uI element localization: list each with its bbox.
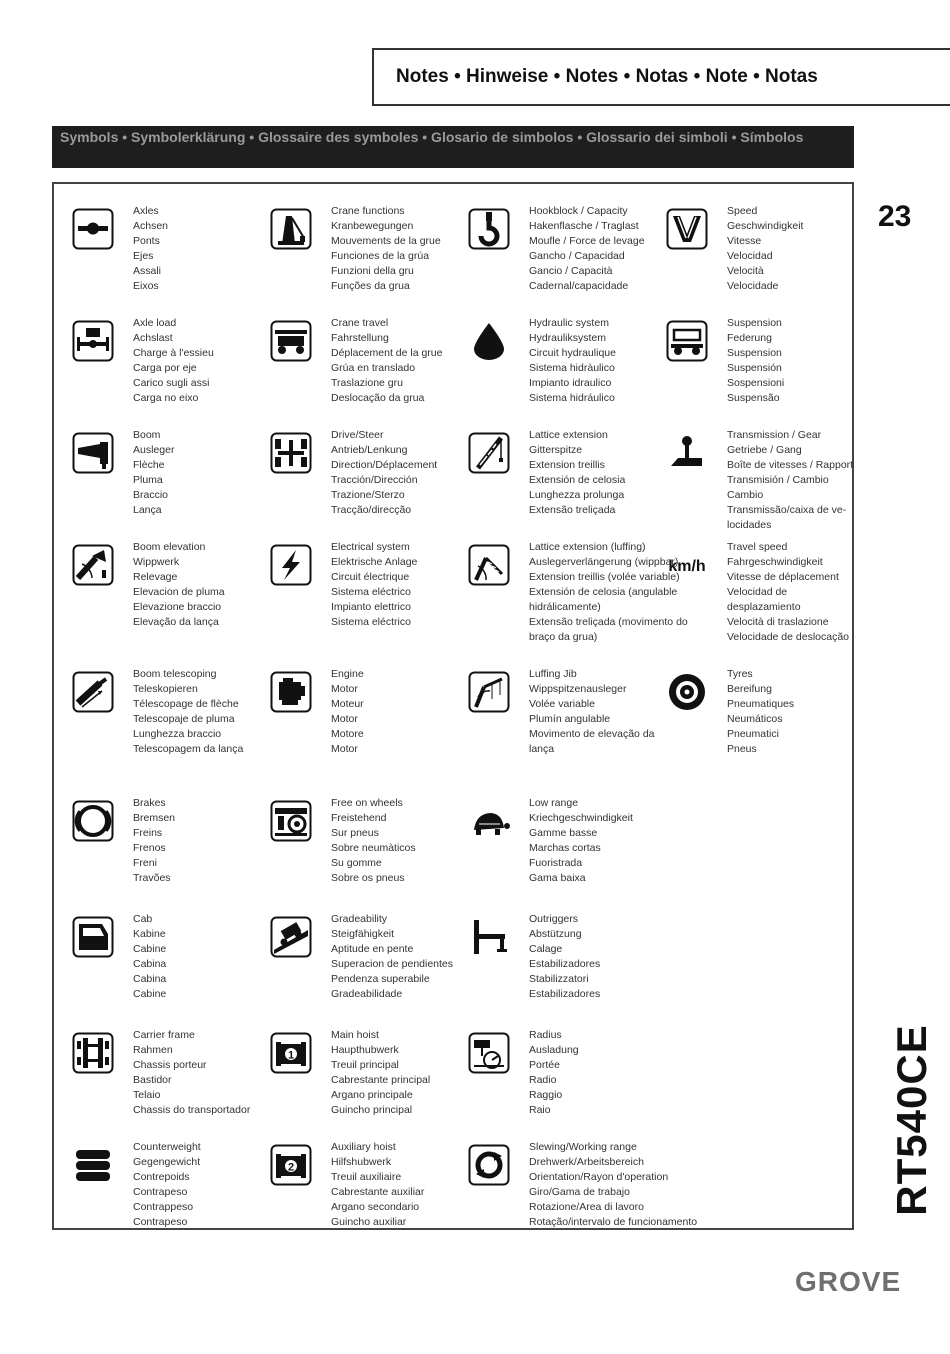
symbol-labels [529, 1140, 698, 1230]
symbol-label-line: Travel speed [727, 541, 788, 553]
symbol-label-line: Gitterspitze [529, 444, 583, 456]
axle-load-icon [72, 320, 114, 362]
symbol-label-line: Drive/Steer [331, 429, 384, 441]
symbol-label-line: Fahrstellung [331, 332, 389, 344]
symbol-label-line: Main hoist [331, 1029, 379, 1041]
lattice-extension-icon [468, 432, 510, 474]
symbol-label-line: Velocidade [727, 280, 779, 292]
symbol-label-line: Elevazione braccio [133, 601, 222, 613]
symbol-label-line: Telescopagem da lança [133, 743, 244, 755]
symbol-labels [529, 912, 663, 1002]
symbol-label-line: Fahrgeschwindigkeit [727, 556, 823, 568]
symbol-label-line: Extension treillis [529, 459, 605, 471]
symbol-label-line: Velocità di traslazione [727, 616, 829, 628]
symbol-label-line: Gancho / Capacidad [529, 250, 625, 262]
symbol-label-line: Chassis porteur [133, 1059, 207, 1071]
symbol-label-line: Brakes [133, 797, 166, 809]
page-number: 23 [878, 200, 912, 233]
symbol-label-line: Lança [133, 504, 162, 516]
svg-text:km/h: km/h [668, 558, 706, 575]
symbol-label-line: Lunghezza braccio [133, 728, 222, 740]
symbol-label-line: Auslegerverlängerung (wippbar) [529, 556, 679, 568]
free-on-wheels-icon [270, 800, 312, 842]
symbol-labels [727, 667, 861, 757]
symbol-label-line: Ponts [133, 235, 160, 247]
symbol-label-line: Extension treillis (volée variable) [529, 571, 680, 583]
symbol-label-line: Cadernal/capacidade [529, 280, 629, 292]
symbol-label-line: Haupthubwerk [331, 1044, 399, 1056]
boom-icon [72, 432, 114, 474]
symbol-label-line: Tracción/Dirección [331, 474, 418, 486]
engine-icon [270, 671, 312, 713]
gear-lever-icon [666, 432, 708, 474]
symbol-label-line: Sobre neumàticos [331, 842, 416, 854]
symbol-label-line: Argano principale [331, 1089, 413, 1101]
symbol-label-line: Telaio [133, 1089, 161, 1101]
symbol-label-line: Lattice extension [529, 429, 608, 441]
symbol-labels [727, 428, 861, 533]
symbol-label-line: Motor [331, 713, 358, 725]
svg-text:1: 1 [287, 1049, 295, 1062]
symbol-label-line: Freni [133, 857, 157, 869]
symbol-label-line: Suspension [727, 347, 782, 359]
symbol-label-line: Boîte de vitesses / Rapport [727, 459, 854, 471]
symbol-label-line: desplazamiento [727, 601, 801, 613]
symbol-label-line: Hydrauliksystem [529, 332, 607, 344]
symbol-label-line: Pluma [133, 474, 163, 486]
symbol-label-line: Extensão treliçada (movimento do [529, 616, 688, 628]
symbol-label-line: Getriebe / Gang [727, 444, 802, 456]
symbol-label-line: Elevação da lança [133, 616, 219, 628]
hook-icon [468, 208, 510, 250]
symbol-label-line: Suspensão [727, 392, 780, 404]
symbol-label-line: Rahmen [133, 1044, 173, 1056]
symbol-label-line: Deslocação da grua [331, 392, 425, 404]
symbol-label-line: Transmisión / Cambio [727, 474, 829, 486]
symbol-label-line: Federung [727, 332, 772, 344]
symbol-label-line: Déplacement de la grue [331, 347, 443, 359]
symbol-label-line: Outriggers [529, 913, 579, 925]
symbol-label-line: Bereifung [727, 683, 772, 695]
symbol-labels [133, 796, 267, 886]
symbol-label-line: Direction/Déplacement [331, 459, 438, 471]
symbol-label-line: Bremsen [133, 812, 176, 824]
symbol-label-line: Boom telescoping [133, 668, 217, 680]
symbol-label-line: Moteur [331, 698, 364, 710]
lightning-icon [270, 544, 312, 586]
luffing-jib-icon [468, 671, 510, 713]
symbol-label-line: Gegengewicht [133, 1156, 201, 1168]
symbol-labels [727, 316, 861, 406]
tyre-icon [666, 671, 708, 713]
symbol-label-line: Contrapeso [133, 1186, 188, 1198]
symbol-label-line: Cabrestante auxiliar [331, 1186, 425, 1198]
symbol-label-line: Luffing Jib [529, 668, 577, 680]
slewing-icon [468, 1144, 510, 1186]
symbol-labels [331, 912, 465, 1002]
symbol-labels [529, 204, 663, 294]
symbol-label-line: Velocidade de deslocação [727, 631, 850, 643]
symbol-label-line: Lattice extension (luffing) [529, 541, 646, 553]
speed-icon [666, 208, 708, 250]
symbol-label-line: Funções da grua [331, 280, 410, 292]
symbol-label-line: Antrieb/Lenkung [331, 444, 408, 456]
symbol-labels [133, 540, 267, 630]
symbol-label-line: Motor [331, 683, 358, 695]
symbol-label-line: Carrier frame [133, 1029, 195, 1041]
symbol-label-line: Plumín angulable [529, 713, 611, 725]
symbol-label-line: Funzioni della gru [331, 265, 414, 277]
symbol-label-line: Transmission / Gear [727, 429, 822, 441]
symbol-label-line: Ejes [133, 250, 154, 262]
symbol-label-line: hidrálicamente) [529, 601, 601, 613]
symbol-label-line: Velocidad [727, 250, 773, 262]
symbol-label-line: Speed [727, 205, 758, 217]
symbol-label-line: Cambio [727, 489, 764, 501]
symbol-label-line: Argano secondario [331, 1201, 420, 1213]
symbol-label-line: Elektrische Anlage [331, 556, 418, 568]
symbol-label-line: Ausladung [529, 1044, 579, 1056]
symbol-label-line: Carico sugli assi [133, 377, 210, 389]
symbol-labels [529, 316, 663, 406]
symbol-label-line: Moufle / Force de levage [529, 235, 645, 247]
symbol-label-line: Gradeability [331, 913, 388, 925]
radius-icon [468, 1032, 510, 1074]
symbol-label-line: Suspension [727, 317, 782, 329]
symbol-label-line: Estabilizadores [529, 958, 601, 970]
symbol-label-line: Sistema eléctrico [331, 616, 411, 628]
suspension-icon [666, 320, 708, 362]
symbol-label-line: Abstützung [529, 928, 582, 940]
symbol-label-line: Rotazione/Area di lavoro [529, 1201, 644, 1213]
symbol-label-line: Teleskopieren [133, 683, 198, 695]
symbol-label-line: Gamme basse [529, 827, 598, 839]
symbol-label-line: Kriechgeschwindigkeit [529, 812, 633, 824]
symbol-label-line: Transmissão/caixa de ve- [727, 504, 847, 516]
symbol-label-line: braço da grua) [529, 631, 598, 643]
symbol-label-line: Pendenza superabile [331, 973, 430, 985]
symbol-label-line: Lunghezza prolunga [529, 489, 625, 501]
symbol-label-line: Contrapeso [133, 1216, 188, 1228]
outrigger-icon [468, 916, 510, 958]
gradeability-icon [270, 916, 312, 958]
cab-icon [72, 916, 114, 958]
symbols-title-bar [52, 126, 854, 168]
symbol-label-line: Chassis do transportador [133, 1104, 251, 1116]
symbol-label-line: Wippspitzenausleger [529, 683, 627, 695]
symbol-label-line: Raio [529, 1104, 551, 1116]
symbol-label-line: Superacion de pendientes [331, 958, 454, 970]
symbol-label-line: Hakenflasche / Traglast [529, 220, 639, 232]
kmh-icon [666, 544, 708, 586]
symbol-label-line: Gama baixa [529, 872, 586, 884]
symbol-label-line: Carga por eje [133, 362, 197, 374]
symbol-label-line: Vitesse de déplacement [727, 571, 839, 583]
symbol-label-line: Estabilizadores [529, 988, 601, 1000]
symbol-label-line: Treuil principal [331, 1059, 399, 1071]
symbol-labels [331, 428, 465, 518]
symbol-label-line: Auxiliary hoist [331, 1141, 396, 1153]
symbol-label-line: Extensión de celosia (angulable [529, 586, 678, 598]
symbol-label-line: Circuit hydraulique [529, 347, 616, 359]
symbol-label-line: Cab [133, 913, 153, 925]
symbol-label-line: Geschwindigkeit [727, 220, 804, 232]
symbol-label-line: Cabine [133, 943, 167, 955]
symbol-label-line: Aptitude en pente [331, 943, 414, 955]
symbol-label-line: Movimento de elevação da [529, 728, 655, 740]
symbol-label-line: Sistema hidràulico [529, 362, 615, 374]
symbol-label-line: Treuil auxiliaire [331, 1171, 402, 1183]
symbol-label-line: lança [529, 743, 555, 755]
symbol-labels [331, 316, 465, 406]
axle-icon [72, 208, 114, 250]
symbol-label-line: Hydraulic system [529, 317, 609, 329]
symbol-label-line: Motor [331, 743, 358, 755]
turtle-icon [468, 800, 510, 842]
symbol-label-line: Low range [529, 797, 579, 809]
symbol-label-line: Free on wheels [331, 797, 403, 809]
symbol-label-line: Fuoristrada [529, 857, 583, 869]
carrier-frame-icon [72, 1032, 114, 1074]
auxiliary-hoist-icon [270, 1144, 312, 1186]
symbol-labels [529, 796, 663, 886]
symbol-labels [727, 540, 861, 645]
symbol-label-line: Cabina [133, 973, 167, 985]
symbol-label-line: Stabilizzatori [529, 973, 589, 985]
symbols-panel [52, 182, 854, 1230]
symbol-label-line: Steigfähigkeit [331, 928, 395, 940]
symbol-labels [133, 1140, 267, 1230]
symbol-labels [331, 1140, 465, 1230]
symbol-label-line: Electrical system [331, 541, 410, 553]
symbol-label-line: Radius [529, 1029, 562, 1041]
symbol-label-line: Slewing/Working range [529, 1141, 637, 1153]
symbol-label-line: Freins [133, 827, 163, 839]
symbol-label-line: Freistehend [331, 812, 387, 824]
counterweight-icon [72, 1144, 114, 1186]
lattice-luffing-icon [468, 544, 510, 586]
symbol-label-line: Vitesse [727, 235, 762, 247]
symbol-label-line: Motore [331, 728, 364, 740]
symbol-label-line: Radio [529, 1074, 557, 1086]
symbol-labels [133, 912, 267, 1002]
symbol-label-line: Suspensión [727, 362, 782, 374]
crane-travel-icon [270, 320, 312, 362]
symbol-label-line: Pneumatici [727, 728, 779, 740]
symbol-label-line: Télescopage de flèche [133, 698, 239, 710]
symbol-label-line: Boom [133, 429, 161, 441]
brake-icon [72, 800, 114, 842]
boom-telescoping-icon [72, 671, 114, 713]
symbol-label-line: Crane travel [331, 317, 389, 329]
symbol-label-line: Rotação/intervalo de funcionamento [529, 1216, 698, 1228]
symbol-labels [133, 1028, 267, 1118]
symbol-label-line: Tracção/direcção [331, 504, 412, 516]
symbol-label-line: Raggio [529, 1089, 563, 1101]
hydraulic-drop-icon [468, 320, 510, 362]
crane-functions-icon [270, 208, 312, 250]
symbol-label-line: Volée variable [529, 698, 595, 710]
symbol-labels [727, 204, 861, 294]
symbol-label-line: Axle load [133, 317, 177, 329]
symbol-label-line: Relevage [133, 571, 178, 583]
symbol-label-line: Cabina [133, 958, 167, 970]
symbol-label-line: Pneus [727, 743, 757, 755]
symbol-label-line: Achslast [133, 332, 173, 344]
symbol-label-line: Counterweight [133, 1141, 201, 1153]
symbol-label-line: Orientation/Rayon d'operation [529, 1171, 669, 1183]
symbol-label-line: Axles [133, 205, 159, 217]
symbol-label-line: Giro/Gama de trabajo [529, 1186, 630, 1198]
symbol-label-line: Sur pneus [331, 827, 379, 839]
symbol-label-line: Guincho principal [331, 1104, 413, 1116]
symbol-label-line: Gradeabilidade [331, 988, 403, 1000]
symbol-labels [529, 428, 663, 518]
symbol-labels [133, 204, 267, 294]
symbol-label-line: Pneumatiques [727, 698, 795, 710]
symbol-labels [331, 667, 465, 757]
symbol-labels [331, 796, 465, 886]
symbol-label-line: Cabrestante principal [331, 1074, 431, 1086]
symbol-label-line: Engine [331, 668, 364, 680]
symbol-label-line: Circuit électrique [331, 571, 410, 583]
symbol-label-line: Hookblock / Capacity [529, 205, 628, 217]
symbol-label-line: Elevacion de pluma [133, 586, 225, 598]
symbols-title: Symbols • Symbolerklärung • Glossaire des symboles • Glosario de simbolos • Glossario dei simboli • Símbolos [60, 129, 804, 145]
symbol-label-line: Contrepoids [133, 1171, 190, 1183]
symbol-label-line: Sistema eléctrico [331, 586, 411, 598]
symbol-label-line: Drehwerk/Arbeitsbereich [529, 1156, 644, 1168]
symbol-label-line: Impianto idraulico [529, 377, 612, 389]
symbol-label-line: Su gomme [331, 857, 382, 869]
notes-header-box [372, 48, 950, 106]
symbol-label-line: Neumáticos [727, 713, 783, 725]
symbol-label-line: Sistema hidráulico [529, 392, 615, 404]
symbol-label-line: Portée [529, 1059, 560, 1071]
symbol-label-line: Frenos [133, 842, 166, 854]
symbol-labels [529, 1028, 663, 1118]
symbol-labels [529, 667, 663, 757]
symbol-label-line: Grúa en translado [331, 362, 416, 374]
symbol-label-line: Ausleger [133, 444, 175, 456]
symbol-label-line: Impianto elettrico [331, 601, 411, 613]
symbol-label-line: Carga no eixo [133, 392, 199, 404]
symbol-label-line: Travões [133, 872, 171, 884]
symbol-label-line: Hilfshubwerk [331, 1156, 392, 1168]
symbol-label-line: Flèche [133, 459, 165, 471]
notes-title: Notes • Hinweise • Notes • Notas • Note • Notas [396, 66, 818, 87]
symbol-label-line: Charge à l'essieu [133, 347, 214, 359]
symbol-label-line: Guincho auxiliar [331, 1216, 407, 1228]
symbol-label-line: Cabine [133, 988, 167, 1000]
boom-elevation-icon [72, 544, 114, 586]
symbol-label-line: Telescopaje de pluma [133, 713, 235, 725]
symbol-labels [133, 428, 267, 518]
symbol-label-line: Bastidor [133, 1074, 172, 1086]
symbol-label-line: Kabine [133, 928, 166, 940]
symbol-label-line: Kranbewegungen [331, 220, 414, 232]
symbol-label-line: locidades [727, 519, 772, 531]
symbol-label-line: Sobre os pneus [331, 872, 405, 884]
symbol-label-line: Extensão treliçada [529, 504, 616, 516]
symbol-labels [331, 540, 465, 630]
symbol-label-line: Tyres [727, 668, 753, 680]
symbol-label-line: Trazione/Sterzo [331, 489, 405, 501]
symbol-labels [331, 204, 465, 294]
symbol-label-line: Gancio / Capacità [529, 265, 613, 277]
symbol-label-line: Calage [529, 943, 563, 955]
symbol-label-line: Crane functions [331, 205, 405, 217]
symbol-label-line: Mouvements de la grue [331, 235, 441, 247]
svg-text:2: 2 [287, 1161, 295, 1174]
model-name: RT540CE [888, 1024, 935, 1216]
symbol-labels [331, 1028, 465, 1118]
main-hoist-icon [270, 1032, 312, 1074]
symbol-label-line: Velocità [727, 265, 764, 277]
symbol-label-line: Achsen [133, 220, 169, 232]
symbol-label-line: Funciones de la grúa [331, 250, 430, 262]
symbol-label-line: Assali [133, 265, 162, 277]
brand-logo: GROVE [795, 1266, 902, 1297]
symbol-label-line: Wippwerk [133, 556, 180, 568]
symbol-labels [133, 316, 267, 406]
symbol-labels [133, 667, 267, 757]
drive-steer-icon [270, 432, 312, 474]
symbol-label-line: Braccio [133, 489, 169, 501]
symbol-label-line: Traslazione gru [331, 377, 403, 389]
symbol-label-line: Eixos [133, 280, 159, 292]
symbol-label-line: Marchas cortas [529, 842, 601, 854]
symbol-label-line: Velocidad de [727, 586, 788, 598]
symbol-label-line: Boom elevation [133, 541, 206, 553]
symbol-label-line: Sospensioni [727, 377, 785, 389]
symbol-label-line: Contrappeso [133, 1201, 194, 1213]
symbol-label-line: Extensión de celosia [529, 474, 626, 486]
